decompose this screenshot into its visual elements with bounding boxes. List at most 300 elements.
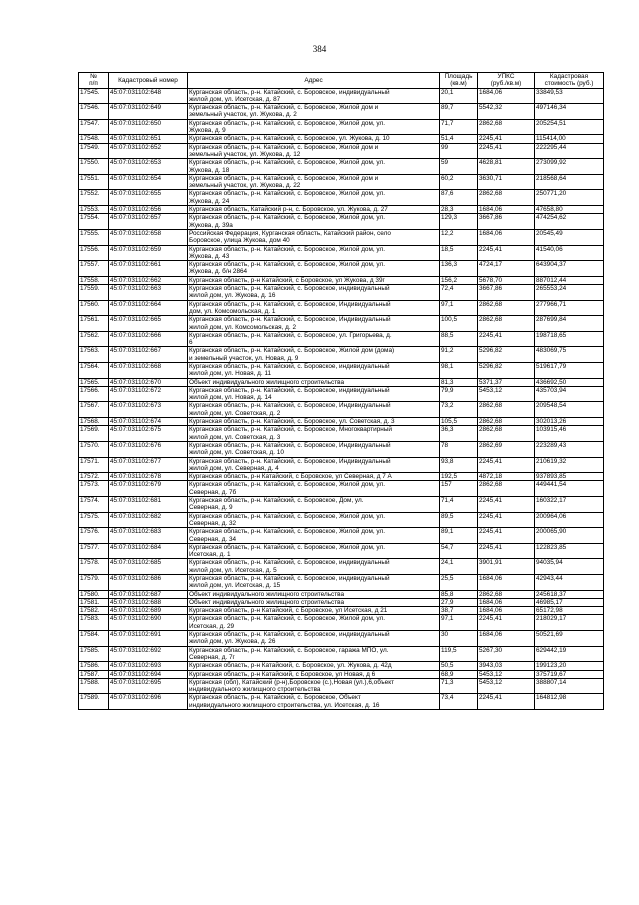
- cell-num: 17565.: [79, 378, 109, 386]
- table-row: [79, 481, 604, 497]
- cell-upks: 1684,06: [478, 206, 535, 214]
- cell-num: 17557.: [79, 261, 109, 277]
- cell-cadastral-cost: 436692,50: [535, 378, 604, 386]
- cell-cadastral-cost: 519617,79: [535, 362, 604, 378]
- cell-address: Курганская область, р-н. Катайский, с. Боровское, Индивидуальный жилой дом, ул. Советская, д. 2: [188, 402, 440, 418]
- cell-address: Курганская область, р-н. Катайский, с. Боровское, Жилой дом, ул. Северная, д. 7б: [188, 481, 440, 497]
- cell-cadastral-number: 45:07:031102:695: [109, 678, 188, 694]
- cell-cadastral-number: 45:07:031102:676: [109, 441, 188, 457]
- cell-cadastral-number: 45:07:031102:670: [109, 378, 188, 386]
- table-row: [79, 694, 604, 710]
- cell-area: 81,3: [440, 378, 478, 386]
- cell-address: Курганская область, р-н. Катайский, с. Боровское, Жилой дом, ул. Жукова, д. б/н 2864: [188, 261, 440, 277]
- cell-cadastral-number: 45:07:031102:677: [109, 457, 188, 473]
- cell-upks: 5453,12: [478, 386, 535, 402]
- cell-upks: 2245,41: [478, 245, 535, 261]
- table-row: [79, 276, 604, 284]
- table-row: [79, 426, 604, 442]
- cell-cadastral-number: 45:07:031102:663: [109, 285, 188, 301]
- cell-upks: 3667,86: [478, 214, 535, 230]
- table-row: [79, 245, 604, 261]
- cell-cadastral-cost: 65172,98: [535, 607, 604, 615]
- cell-cadastral-number: 45:07:031102:649: [109, 104, 188, 120]
- cell-num: 17553.: [79, 206, 109, 214]
- table-row: [79, 670, 604, 678]
- cell-upks: 2862,68: [478, 426, 535, 442]
- cell-num: 17569.: [79, 426, 109, 442]
- cell-area: 24,1: [440, 559, 478, 575]
- cell-cadastral-cost: 115414,00: [535, 135, 604, 143]
- table-row: [79, 135, 604, 143]
- cell-upks: 5453,12: [478, 670, 535, 678]
- cell-cadastral-number: 45:07:031102:689: [109, 607, 188, 615]
- cell-upks: 2245,41: [478, 543, 535, 559]
- cell-cadastral-number: 45:07:031102:658: [109, 229, 188, 245]
- cell-area: 129,3: [440, 214, 478, 230]
- cell-area: 97,1: [440, 615, 478, 631]
- cell-area: 136,3: [440, 261, 478, 277]
- cell-cadastral-cost: 449441,54: [535, 481, 604, 497]
- cell-cadastral-number: 45:07:031102:664: [109, 300, 188, 316]
- cell-cadastral-cost: 199123,20: [535, 662, 604, 670]
- header-num: № п/п: [79, 73, 109, 89]
- cell-cadastral-cost: 200065,90: [535, 528, 604, 544]
- cell-address: Курганская область, р-н. Катайский, с. Боровское, Индивидуальный дом, ул. Комсомольская, д. 1: [188, 300, 440, 316]
- cell-cadastral-cost: 160322,17: [535, 497, 604, 513]
- table-row: [79, 316, 604, 332]
- cell-cadastral-cost: 474254,62: [535, 214, 604, 230]
- cell-num: 17549.: [79, 143, 109, 159]
- table-row: [79, 575, 604, 591]
- cell-num: 17556.: [79, 245, 109, 261]
- cell-cadastral-cost: 265553,24: [535, 285, 604, 301]
- table-row: [79, 119, 604, 135]
- cell-num: 17573.: [79, 481, 109, 497]
- table-row: [79, 143, 604, 159]
- cell-area: 38,7: [440, 607, 478, 615]
- cell-cadastral-cost: 94035,94: [535, 559, 604, 575]
- cell-upks: 1684,06: [478, 607, 535, 615]
- cell-num: 17559.: [79, 285, 109, 301]
- cell-num: 17572.: [79, 473, 109, 481]
- table-row: [79, 88, 604, 104]
- cell-cadastral-number: 45:07:031102:667: [109, 347, 188, 363]
- cell-upks: 2245,41: [478, 512, 535, 528]
- table-row: [79, 285, 604, 301]
- cell-area: 54,7: [440, 543, 478, 559]
- cell-cadastral-cost: 302013,26: [535, 418, 604, 426]
- cell-cadastral-cost: 222295,44: [535, 143, 604, 159]
- cell-cadastral-cost: 218029,17: [535, 615, 604, 631]
- cell-area: 192,5: [440, 473, 478, 481]
- header-cadastral-number: Кадастровый номер: [109, 73, 188, 89]
- cell-cadastral-cost: 497146,34: [535, 104, 604, 120]
- cell-cadastral-number: 45:07:031102:683: [109, 528, 188, 544]
- cell-upks: 2245,41: [478, 528, 535, 544]
- cell-cadastral-cost: 209548,54: [535, 402, 604, 418]
- cell-num: 17567.: [79, 402, 109, 418]
- cell-area: 60,2: [440, 174, 478, 190]
- cell-area: 18,5: [440, 245, 478, 261]
- cell-address: Курганская область, р-н. Катайский, с. Боровское, ул. Григорьева, д. 6: [188, 331, 440, 347]
- cell-num: 17554.: [79, 214, 109, 230]
- cell-cadastral-number: 45:07:031102:687: [109, 590, 188, 598]
- cell-cadastral-cost: 47658,80: [535, 206, 604, 214]
- table-row: [79, 104, 604, 120]
- cell-upks: 3901,91: [478, 559, 535, 575]
- cell-area: 20,1: [440, 88, 478, 104]
- cell-cadastral-number: 45:07:031102:661: [109, 261, 188, 277]
- table-row: [79, 190, 604, 206]
- cell-cadastral-cost: 483069,75: [535, 347, 604, 363]
- cell-area: 100,5: [440, 316, 478, 332]
- cell-cadastral-number: 45:07:031102:653: [109, 159, 188, 175]
- table-row: [79, 646, 604, 662]
- cell-upks: 5267,30: [478, 646, 535, 662]
- cell-address: Курганская область, р-н. Катайский, с. Боровское, Жилой дом, ул. Северная, д. 34: [188, 528, 440, 544]
- cell-upks: 1684,06: [478, 631, 535, 647]
- cell-num: 17545.: [79, 88, 109, 104]
- cell-upks: 4724,17: [478, 261, 535, 277]
- cell-cadastral-cost: 937893,85: [535, 473, 604, 481]
- table-row: [79, 497, 604, 513]
- cell-address: Курганская область, р-н Катайский, с Боровское, ул Новая, д 6: [188, 670, 440, 678]
- cell-cadastral-number: 45:07:031102:666: [109, 331, 188, 347]
- cell-upks: 2862,68: [478, 481, 535, 497]
- cell-upks: 5371,37: [478, 378, 535, 386]
- cell-cadastral-cost: 122823,85: [535, 543, 604, 559]
- cell-address: Объект индивидуального жилищного строительства: [188, 598, 440, 606]
- cell-upks: 2245,41: [478, 694, 535, 710]
- cell-cadastral-cost: 629442,19: [535, 646, 604, 662]
- cell-area: 71,7: [440, 119, 478, 135]
- cell-upks: 5296,82: [478, 347, 535, 363]
- cell-address: Курганская область, р-н. Катайский, с. Боровское, индивидуальный жилой дом, ул. Исетская, д. 87: [188, 88, 440, 104]
- cell-address: Курганская область, р-н. Катайский, с. Боровское, индивидуальный жилой дом, ул. Новая, д. 14: [188, 386, 440, 402]
- cell-address: Курганская область, р-н. Катайский, с. Боровское, Жилой дом, ул. Жукова, д. 18: [188, 159, 440, 175]
- cell-upks: 5296,82: [478, 362, 535, 378]
- table-row: [79, 378, 604, 386]
- cell-num: 17580.: [79, 590, 109, 598]
- cell-area: 28,3: [440, 206, 478, 214]
- cell-cadastral-number: 45:07:031102:665: [109, 316, 188, 332]
- cell-address: Курганская область, р-н. Катайский, с. Боровское, индивидуальный жилой дом, ул. Жукова, д. 16: [188, 285, 440, 301]
- cell-cadastral-number: 45:07:031102:675: [109, 426, 188, 442]
- cell-cadastral-cost: 205254,51: [535, 119, 604, 135]
- cell-upks: 1684,06: [478, 88, 535, 104]
- cell-address: Курганская область, р-н. Катайский, с. Боровское, индивидуальный жилой дом, ул. Исетская, д. 15: [188, 575, 440, 591]
- cell-upks: 1684,06: [478, 598, 535, 606]
- cell-cadastral-cost: 388807,14: [535, 678, 604, 694]
- cell-cadastral-number: 45:07:031102:681: [109, 497, 188, 513]
- cell-cadastral-number: 45:07:031102:685: [109, 559, 188, 575]
- cell-cadastral-number: 45:07:031102:690: [109, 615, 188, 631]
- cell-address: Курганская область, р-н. Катайский, с. Боровское, Жилой дом и земельный участок, ул. Жукова, д. 2: [188, 104, 440, 120]
- cell-address: Курганская область, Катайский р-н, с. Боровское, ул. Жукова, д. 27: [188, 206, 440, 214]
- table-header-row: [79, 73, 604, 89]
- cell-area: 85,8: [440, 590, 478, 598]
- cell-num: 17589.: [79, 694, 109, 710]
- cell-address: Курганская область, р-н. Катайский, с. Боровское, Жилой дом, ул. Исетская, д. 29: [188, 615, 440, 631]
- cell-cadastral-cost: 273099,92: [535, 159, 604, 175]
- cell-area: 87,6: [440, 190, 478, 206]
- cell-area: 30: [440, 631, 478, 647]
- cell-area: 89,7: [440, 104, 478, 120]
- cell-num: 17558.: [79, 276, 109, 284]
- cell-num: 17576.: [79, 528, 109, 544]
- cell-num: 17574.: [79, 497, 109, 513]
- cell-address: Курганская область, р-н. Катайский, с. Боровское, Жилой дом, ул. Жукова, д. 43: [188, 245, 440, 261]
- cell-area: 68,9: [440, 670, 478, 678]
- table-row: [79, 631, 604, 647]
- table-row: [79, 206, 604, 214]
- table-row: [79, 418, 604, 426]
- cell-address: Объект индивидуального жилищного строительства: [188, 378, 440, 386]
- cadastral-registry-table: [78, 72, 604, 710]
- cell-num: 17581.: [79, 598, 109, 606]
- cell-num: 17570.: [79, 441, 109, 457]
- cell-num: 17585.: [79, 646, 109, 662]
- cell-cadastral-number: 45:07:031102:692: [109, 646, 188, 662]
- cell-area: 89,5: [440, 512, 478, 528]
- cell-upks: 1684,06: [478, 575, 535, 591]
- cell-cadastral-number: 45:07:031102:662: [109, 276, 188, 284]
- cell-area: 89,1: [440, 528, 478, 544]
- cell-num: 17584.: [79, 631, 109, 647]
- table-row: [79, 331, 604, 347]
- cell-address: Российская Федерация, Курганская область, Катайский район, село Боровское, улица Жукова, дом 40: [188, 229, 440, 245]
- cell-area: 36,3: [440, 426, 478, 442]
- cell-cadastral-cost: 164812,98: [535, 694, 604, 710]
- cell-cadastral-number: 45:07:031102:659: [109, 245, 188, 261]
- cell-address: Курганская область, р-н. Катайский, с. Боровское, индивидуальный жилой дом, ул. Исетская, д. 5: [188, 559, 440, 575]
- cell-num: 17588.: [79, 678, 109, 694]
- table-row: [79, 174, 604, 190]
- cell-cadastral-cost: 20545,49: [535, 229, 604, 245]
- cell-upks: 5542,32: [478, 104, 535, 120]
- cell-cadastral-cost: 277966,71: [535, 300, 604, 316]
- cell-address: Курганская область, р-н. Катайский, с. Боровское, ул. Жукова, д. 10: [188, 135, 440, 143]
- page-number: 384: [312, 44, 327, 54]
- cell-area: 119,5: [440, 646, 478, 662]
- table-row: [79, 559, 604, 575]
- cell-cadastral-cost: 250771,20: [535, 190, 604, 206]
- cell-num: 17579.: [79, 575, 109, 591]
- table-row: [79, 543, 604, 559]
- cell-area: 72,4: [440, 285, 478, 301]
- cell-cadastral-number: 45:07:031102:673: [109, 402, 188, 418]
- cell-num: 17566.: [79, 386, 109, 402]
- cell-cadastral-number: 45:07:031102:668: [109, 362, 188, 378]
- cell-num: 17552.: [79, 190, 109, 206]
- cell-address: Курганская область, р-н. Катайский, с. Боровское, Индивидуальный жилой дом, ул. Северная, д. 4: [188, 457, 440, 473]
- cell-cadastral-number: 45:07:031102:672: [109, 386, 188, 402]
- header-address: Адрес: [188, 73, 440, 89]
- table-row: [79, 528, 604, 544]
- cell-area: 156,2: [440, 276, 478, 284]
- cell-address: Курганская область, р-н Катайский, с Боровское, ул Исетская, д 21: [188, 607, 440, 615]
- cell-area: 12,2: [440, 229, 478, 245]
- cell-area: 79,9: [440, 386, 478, 402]
- cell-upks: 2245,41: [478, 457, 535, 473]
- cell-address: Курганская область, р-н. Катайский, с. Боровское, Жилой дом, ул. Жукова, д. 24: [188, 190, 440, 206]
- cell-num: 17550.: [79, 159, 109, 175]
- table-row: [79, 678, 604, 694]
- cell-upks: 2862,69: [478, 441, 535, 457]
- cell-cadastral-number: 45:07:031102:657: [109, 214, 188, 230]
- cell-address: Курганская область, р-н. Катайский, с. Боровское, Жилой дом и земельный участок, ул. Жукова, д. 12: [188, 143, 440, 159]
- cell-address: Курганская область, р-н. Катайский, с. Боровское, Жилой дом, ул. Жукова, д. 9: [188, 119, 440, 135]
- table-row: [79, 441, 604, 457]
- cell-area: 78: [440, 441, 478, 457]
- cell-cadastral-cost: 643904,37: [535, 261, 604, 277]
- cell-address: Курганская область, р-н. Катайский, с. Боровское, индивидуальный жилой дом, ул. Новая, д. 11: [188, 362, 440, 378]
- cell-num: 17546.: [79, 104, 109, 120]
- cell-cadastral-cost: 887012,44: [535, 276, 604, 284]
- cell-area: 157: [440, 481, 478, 497]
- cell-cadastral-number: 45:07:031102:652: [109, 143, 188, 159]
- cell-upks: 2245,41: [478, 615, 535, 631]
- cell-cadastral-cost: 218568,64: [535, 174, 604, 190]
- cell-cadastral-number: 45:07:031102:678: [109, 473, 188, 481]
- cell-address: Курганская область, р-н. Катайский, с. Боровское, Многоквартирный жилой дом, ул. Советская, д. 3: [188, 426, 440, 442]
- cell-num: 17561.: [79, 316, 109, 332]
- cell-cadastral-cost: 200964,06: [535, 512, 604, 528]
- table-row: [79, 402, 604, 418]
- cell-num: 17587.: [79, 670, 109, 678]
- cell-cadastral-cost: 198718,65: [535, 331, 604, 347]
- cell-area: 105,5: [440, 418, 478, 426]
- cell-upks: 2862,68: [478, 316, 535, 332]
- cell-cadastral-cost: 33849,53: [535, 88, 604, 104]
- table-row: [79, 598, 604, 606]
- cell-upks: 2862,68: [478, 300, 535, 316]
- cell-address: Курганская область, р-н. Катайский, с. Боровское, Жилой дом, ул. Северная, д. 32: [188, 512, 440, 528]
- cell-address: Курганская (обл), Катайский (р-н),Боровское (с.),Новая (ул.),6,объект индивидуального жилищного строительства: [188, 678, 440, 694]
- cell-area: 93,8: [440, 457, 478, 473]
- cell-address: Курганская область, р-н Катайский, с. Боровское, ул. Жукова, д. 42д: [188, 662, 440, 670]
- cell-num: 17560.: [79, 300, 109, 316]
- cell-cadastral-number: 45:07:031102:654: [109, 174, 188, 190]
- cell-num: 17562.: [79, 331, 109, 347]
- cell-area: 59: [440, 159, 478, 175]
- cell-address: Курганская область, р-н. Катайский, с. Боровское, Дом, ул. Северная, д. 9: [188, 497, 440, 513]
- cell-num: 17551.: [79, 174, 109, 190]
- cell-area: 73,2: [440, 402, 478, 418]
- cell-cadastral-number: 45:07:031102:655: [109, 190, 188, 206]
- cell-address: Курганская область, р-н. Катайский, с. Боровское, гаража МПО, ул. Северная, д. 7г: [188, 646, 440, 662]
- cell-num: 17564.: [79, 362, 109, 378]
- cell-upks: 2862,68: [478, 590, 535, 598]
- cell-cadastral-number: 45:07:031102:691: [109, 631, 188, 647]
- cell-cadastral-cost: 210619,32: [535, 457, 604, 473]
- cell-address: Курганская область, р-н. Катайский, с. Боровское, Жилой дом, ул. Исетская, д. 1: [188, 543, 440, 559]
- cell-address: Курганская область, р-н. Катайский, с. Боровское, Жилой дом (дома) и земельный участок, ул. Новая, д. 9: [188, 347, 440, 363]
- cell-num: 17563.: [79, 347, 109, 363]
- table-row: [79, 300, 604, 316]
- cell-cadastral-cost: 375719,67: [535, 670, 604, 678]
- cell-upks: 2862,68: [478, 119, 535, 135]
- cell-num: 17548.: [79, 135, 109, 143]
- cell-area: 71,4: [440, 497, 478, 513]
- table-row: [79, 386, 604, 402]
- cell-cadastral-number: 45:07:031102:651: [109, 135, 188, 143]
- table-row: [79, 159, 604, 175]
- cell-upks: 2245,41: [478, 135, 535, 143]
- cell-area: 97,1: [440, 300, 478, 316]
- cell-address: Курганская область, р-н Катайский, с Боровское, ул Жукова, д 39г: [188, 276, 440, 284]
- cell-cadastral-cost: 287699,84: [535, 316, 604, 332]
- cell-address: Курганская область, р-н. Катайский, с. Боровское, ул. Советская, д. 3: [188, 418, 440, 426]
- cell-area: 50,5: [440, 662, 478, 670]
- table-row: [79, 347, 604, 363]
- cell-area: 99: [440, 143, 478, 159]
- table-row: [79, 457, 604, 473]
- cell-cadastral-number: 45:07:031102:688: [109, 598, 188, 606]
- cell-cadastral-number: 45:07:031102:656: [109, 206, 188, 214]
- cell-cadastral-number: 45:07:031102:650: [109, 119, 188, 135]
- cell-cadastral-cost: 42943,44: [535, 575, 604, 591]
- cell-upks: 2862,68: [478, 418, 535, 426]
- cell-address: Курганская область, р-н Катайский, с Боровское, ул Северная, д 7 А: [188, 473, 440, 481]
- table-row: [79, 662, 604, 670]
- cell-num: 17547.: [79, 119, 109, 135]
- cell-upks: 5678,70: [478, 276, 535, 284]
- table-row: [79, 229, 604, 245]
- cell-upks: 3943,03: [478, 662, 535, 670]
- cell-area: 73,4: [440, 694, 478, 710]
- cell-upks: 2862,68: [478, 402, 535, 418]
- cell-cadastral-cost: 46985,17: [535, 598, 604, 606]
- cell-area: 25,5: [440, 575, 478, 591]
- cell-address: Курганская область, р-н. Катайский, с. Боровское, Индивидуальный жилой дом, ул. Советская, д. 10: [188, 441, 440, 457]
- cell-upks: 4628,81: [478, 159, 535, 175]
- cell-cadastral-number: 45:07:031102:696: [109, 694, 188, 710]
- cell-cadastral-number: 45:07:031102:694: [109, 670, 188, 678]
- cell-upks: 3667,86: [478, 285, 535, 301]
- cell-address: Курганская область, р-н. Катайский, с. Боровское, Объект индивидуального жилищного строительства, ул. Исетская, д. 16: [188, 694, 440, 710]
- cell-cadastral-cost: 223289,43: [535, 441, 604, 457]
- cell-cadastral-number: 45:07:031102:648: [109, 88, 188, 104]
- cell-cadastral-number: 45:07:031102:674: [109, 418, 188, 426]
- cell-cadastral-cost: 103915,46: [535, 426, 604, 442]
- cell-cadastral-number: 45:07:031102:679: [109, 481, 188, 497]
- cell-num: 17555.: [79, 229, 109, 245]
- cell-address: Курганская область, р-н. Катайский, с. Боровское, индивидуальный жилой дом, ул. Жукова, д. 26: [188, 631, 440, 647]
- cell-cadastral-number: 45:07:031102:693: [109, 662, 188, 670]
- cell-upks: 2245,41: [478, 331, 535, 347]
- cell-address: Объект индивидуального жилищного строительства: [188, 590, 440, 598]
- cell-num: 17582.: [79, 607, 109, 615]
- cell-area: 27,9: [440, 598, 478, 606]
- cell-upks: 2862,68: [478, 190, 535, 206]
- cell-num: 17571.: [79, 457, 109, 473]
- table-row: [79, 362, 604, 378]
- table-row: [79, 590, 604, 598]
- cell-num: 17578.: [79, 559, 109, 575]
- table-row: [79, 615, 604, 631]
- cell-upks: 2245,41: [478, 497, 535, 513]
- table-body: [79, 88, 604, 709]
- table-row: [79, 261, 604, 277]
- cell-cadastral-cost: 50521,69: [535, 631, 604, 647]
- cell-num: 17568.: [79, 418, 109, 426]
- cell-area: 71,3: [440, 678, 478, 694]
- cell-area: 88,5: [440, 331, 478, 347]
- table-row: [79, 607, 604, 615]
- cell-cadastral-number: 45:07:031102:682: [109, 512, 188, 528]
- cell-address: Курганская область, р-н. Катайский, с. Боровское, Индивидуальный жилой дом, ул. Комсомольская, д. 2: [188, 316, 440, 332]
